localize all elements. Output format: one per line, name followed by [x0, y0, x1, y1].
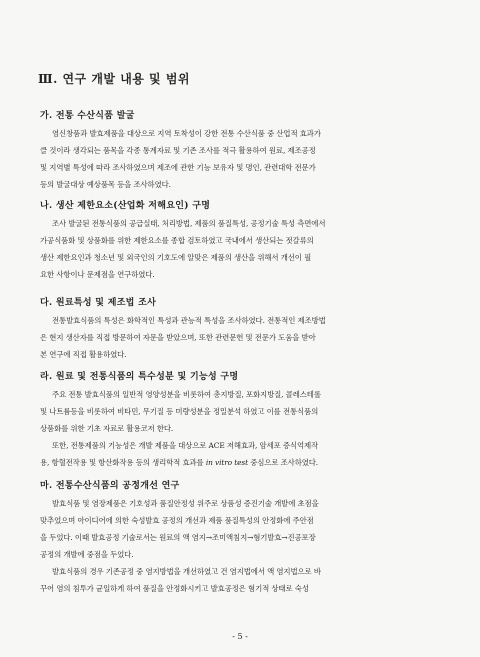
- paragraph-line: 및 나트륨등을 비롯하여 비타민, 무기질 등 미량성분을 정밀분석 하였고 이를 전통식품의: [40, 407, 319, 416]
- paragraph-line: 은 현지 생산자를 직접 방문하여 자문을 받았으며, 또한 관련문헌 및 전문가 도움을 받아: [40, 333, 316, 342]
- paragraph-line: 클 것이라 생각되는 품목을 각종 통계자료 및 기존 조사를 적극 활용하여 원료, 제조공정: [40, 146, 316, 155]
- paragraph-line: 꾸어 염의 침투가 균일하게 하여 품질을 안정화시키고 발효공정은 혐기적 상태로 숙성: [40, 584, 309, 593]
- paragraph-line: 염신창품과 발효제품을 대상으로 지역 토착성이 강한 전통 수산식품 중 산업적 효과가: [52, 129, 321, 138]
- paragraph-line: 또한, 전통제품의 기능성은 개발 제품을 대상으로 ACE 저해효과, 암세포 증식억제작: [52, 441, 319, 450]
- paragraph-line: 전통발효식품의 특성은 화학적인 특성과 관능적 특성을 조사하였다. 전통적인 제조방법: [52, 316, 326, 325]
- page-number: - 5 -: [232, 632, 248, 641]
- text-run: 용, 항혈전작용 및 항산화작용 등의 생리학적 효과를: [40, 458, 204, 467]
- paragraph-line: [40, 454, 448, 471]
- text-run: 중심으로 조사하였다.: [250, 458, 319, 467]
- section-title: 라. 원료 및 전통식품의 특수성분 및 기능성 구명: [40, 372, 239, 382]
- paragraph-line: 발효식품 및 염장제품은 기호성과 품질안정성 위주로 상품성 증진기술 개발에 초점을: [52, 499, 319, 508]
- paragraph-line: 조사 발굴된 전통식품의 공급실태, 처리방법, 제품의 품질특성, 공정기술 특성 측면에서: [52, 219, 326, 228]
- paragraph-line: 을 두었다. 이때 발효공정 기술로서는 원료의 액 염지→조미액침지→혐기발효→진공포장: [40, 533, 316, 542]
- paragraph-line: 등의 발굴대상 예상품목 등을 조사하였다.: [40, 180, 171, 189]
- paragraph-line: 공정의 개발에 중점을 두었다.: [40, 550, 134, 559]
- section-title: 가. 전통 수산식품 발굴: [40, 111, 135, 121]
- paragraph-line: 주요 전통 발효식품의 일반적 영양성분을 비롯하여 총지방질, 포화지방질, 콜레스테롤: [52, 390, 321, 399]
- section-title: 나. 생산 제한요소(산업화 저해요인) 구명: [40, 201, 211, 211]
- section-title: 다. 원료특성 및 제조법 조사: [40, 298, 157, 308]
- section-ga: [40, 108, 448, 193]
- paragraph-line: 본 연구에 직접 활용하였다.: [40, 350, 127, 359]
- paragraph-line: 요한 사항이나 문제점을 연구하였다.: [40, 270, 155, 279]
- page-heading: Ⅲ. 연구 개발 내용 및 범위: [38, 72, 191, 86]
- section-title: 마. 전통수산식품의 공정개선 연구: [40, 481, 180, 491]
- paragraph-line: 상품화를 위한 기초 자료로 활용코저 한다.: [40, 424, 174, 433]
- section-na: [40, 198, 448, 283]
- paragraph-line: 및 지역별 특성에 따라 조사하였으며 제조에 관한 기능 보유자 및 명인, 관련대학 전문가: [40, 163, 316, 172]
- section-ra: [40, 369, 448, 471]
- italic-term: in vitro test: [205, 458, 248, 467]
- paragraph-line: 발효식품의 경우 기존공정 중 염지방법을 개선하였고 건 염지법에서 액 염지법으로 바: [52, 567, 321, 576]
- paragraph-line: 가공식품화 및 상품화를 위한 제한요소를 종합 검토하였고 국내에서 생산되는 젓갈류의: [40, 236, 314, 245]
- section-da: [40, 295, 448, 363]
- paragraph-line: 생산 제한요인과 청소년 및 외국인의 기호도에 알맞은 제품의 생산을 위해서 개선이 필: [40, 253, 312, 262]
- section-ma: [40, 478, 448, 597]
- paragraph-line: 맞추었으며 아이디어에 의한 숙성발효 공정의 개선과 제품 품질특성의 안정화에 주안점: [40, 516, 314, 525]
